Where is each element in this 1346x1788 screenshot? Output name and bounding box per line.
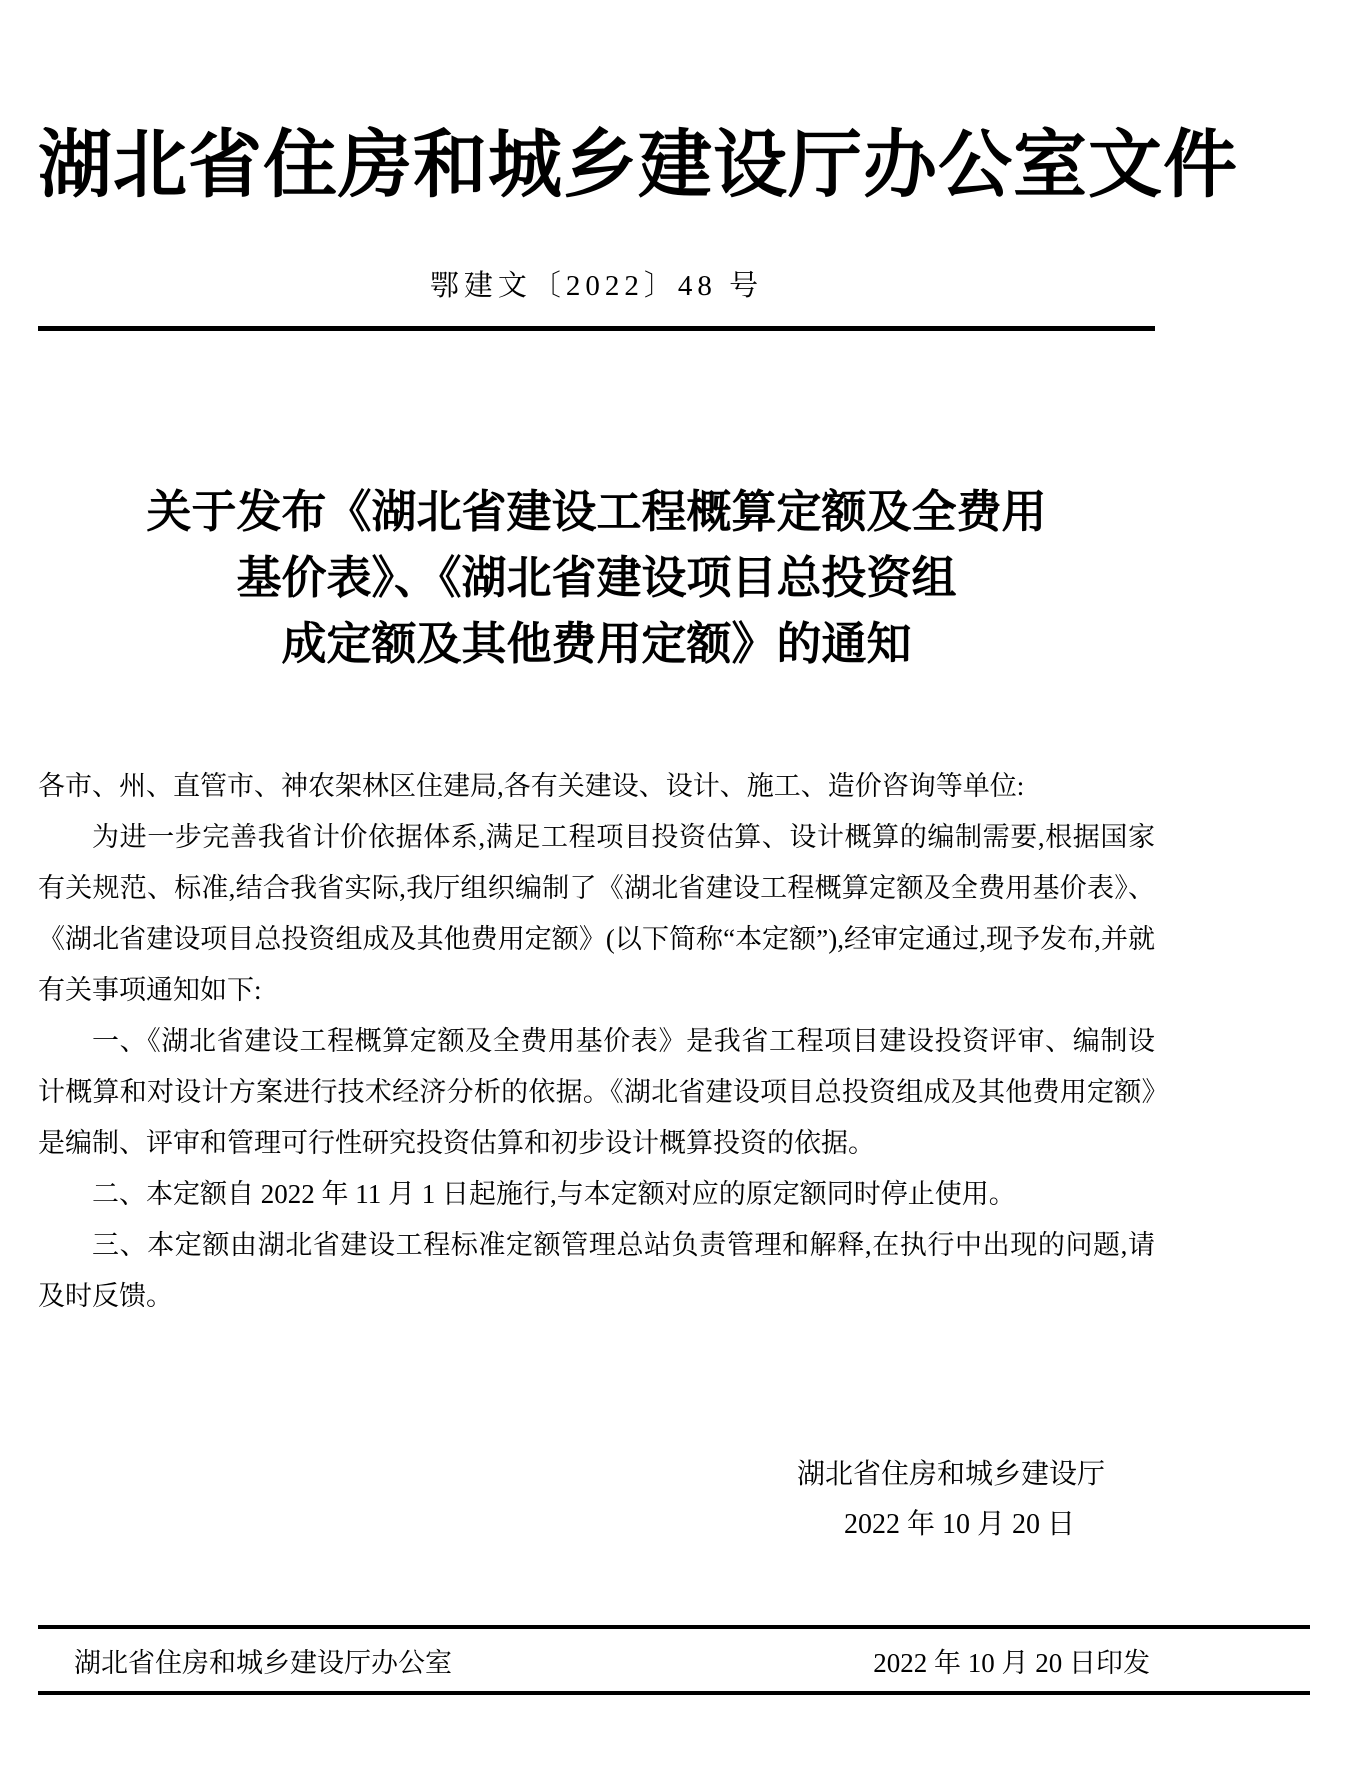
document-content-column <box>38 0 1238 1550</box>
paragraph-item-1: 一、《湖北省建设工程概算定额及全费用基价表》是我省工程项目建设投资评审、编制设计概算和对设计方案进行技术经济分析的依据。《湖北省建设项目总投资组成及其他费用定额》是编制、评审和管理可行性研究投资估算和初步设计概算投资的依据。 <box>38 1025 1155 1158</box>
paragraph-item-3: 三、本定额由湖北省建设工程标准定额管理总站负责管理和解释,在执行中出现的问题,请及时反馈。 <box>38 1229 1155 1311</box>
paragraph-item-2: 二、本定额自 2022 年 11 月 1 日起施行,与本定额对应的原定额同时停止使用。 <box>92 1178 1016 1209</box>
signature-organization: 湖北省住房和城乡建设厅 <box>796 1458 1105 1490</box>
salutation-line: 各市、州、直管市、神农架林区住建局,各有关建设、设计、施工、造价咨询等单位: <box>38 770 1025 801</box>
document-title-line-1: 关于发布《湖北省建设工程概算定额及全费用 <box>146 484 1047 538</box>
document-title <box>38 479 1155 677</box>
document-body <box>38 761 1155 1322</box>
signature-block <box>38 1450 1155 1550</box>
footer-imprint-bar <box>38 1625 1310 1695</box>
document-number: 鄂建文〔2022〕48 号 <box>429 269 764 302</box>
footer-print-date: 2022 年 10 月 20 日印发 <box>873 1647 1150 1678</box>
header-divider-rule <box>38 326 1155 331</box>
masthead-title: 湖北省住房和城乡建设厅办公室文件 <box>38 125 1238 207</box>
signature-date: 2022 年 10 月 20 日 <box>843 1508 1075 1540</box>
document-title-line-3: 成定额及其他费用定额》的通知 <box>281 616 912 670</box>
footer-issuing-office: 湖北省住房和城乡建设厅办公室 <box>74 1647 452 1678</box>
paragraph-intro: 为进一步完善我省计价依据体系,满足工程项目投资估算、设计概算的编制需要,根据国家有关规范、标准,结合我省实际,我厅组织编制了《湖北省建设工程概算定额及全费用基价表》、《湖北省建设项目总投资组成及其他费用定额》(以下简称“本定额”),经审定通过,现予发布,并就有关事项通知如下: <box>38 821 1155 1005</box>
document-title-line-2: 基价表》、《湖北省建设项目总投资组 <box>236 550 957 604</box>
